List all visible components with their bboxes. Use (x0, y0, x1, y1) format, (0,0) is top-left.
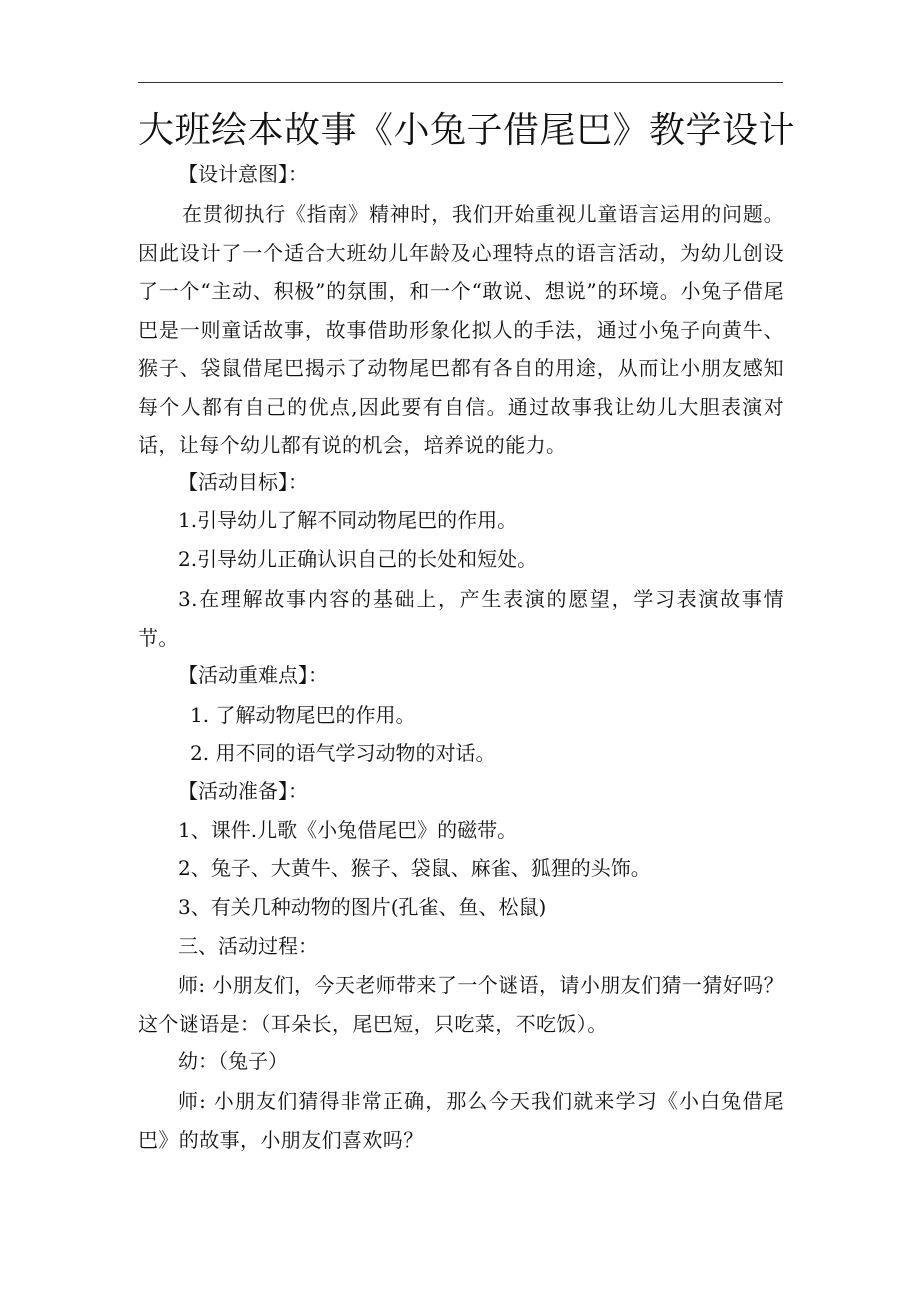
preparation-item-2: 2、兔子、大黄牛、猴子、袋鼠、麻雀、狐狸的头饰。 (178, 856, 651, 880)
key-point-item-2: 2. 用不同的语气学习动物的对话。 (190, 741, 496, 765)
preparation-heading: 【活动准备】： (178, 779, 308, 803)
dialogue-teacher-intro: 师: 小朋友们猜得非常正确，那么今天我们就来学习《小白兔借尾巴》的故事，小朋友们喜欢吗？ (138, 1089, 784, 1152)
goal-item-3: 3.在理解故事内容的基础上，产生表演的愿望，学习表演故事情节。 (138, 587, 784, 650)
preparation-item-3: 3、有关几种动物的图片(孔雀、鱼、松鼠) (178, 895, 547, 919)
header-rule (138, 82, 783, 83)
process-heading: 三、活动过程： (178, 934, 318, 958)
key-point-item-1: 1. 了解动物尾巴的作用。 (190, 703, 416, 727)
document-title: 大班绘本故事《小兔子借尾巴》教学设计 (138, 110, 796, 151)
design-intent-heading: 【设计意图】： (178, 162, 308, 186)
dialogue-teacher-riddle: 师: 小朋友们，今天老师带来了一个谜语，请小朋友们猜一猜好吗？这个谜语是：（耳朵长，尾巴短，只吃菜，不吃饭）。 (138, 973, 784, 1036)
design-intent-paragraph: 在贯彻执行《指南》精神时，我们开始重视儿童语言运用的问题。因此设计了一个适合大班幼儿年龄及心理特点的语言活动，为幼儿创设了一个“主动、积极”的氛围，和一个“敢说、想说”的环境。小兔子借尾巴是一则童话故事，故事借助形象化拟人的手法，通过小兔子向黄牛、猴子、袋鼠借尾巴揭示了动物尾巴都有各自的用途，从而让小朋友感知每个人都有自己的优点,因此要有自信。通过故事我让幼儿大胆表演对话，让每个幼儿都有说的机会，培养说的能力。 (138, 202, 784, 457)
goal-item-2: 2.引导幼儿正确认识自己的长处和短处。 (178, 547, 538, 571)
dialogue-child-answer: 幼：（兔子） (178, 1049, 288, 1073)
goal-item-1: 1.引导幼儿了解不同动物尾巴的作用。 (178, 508, 518, 532)
key-points-heading: 【活动重难点】： (178, 663, 328, 687)
preparation-item-1: 1、课件.儿歌《小兔借尾巴》的磁带。 (178, 818, 518, 842)
goals-heading: 【活动目标】： (178, 470, 308, 494)
